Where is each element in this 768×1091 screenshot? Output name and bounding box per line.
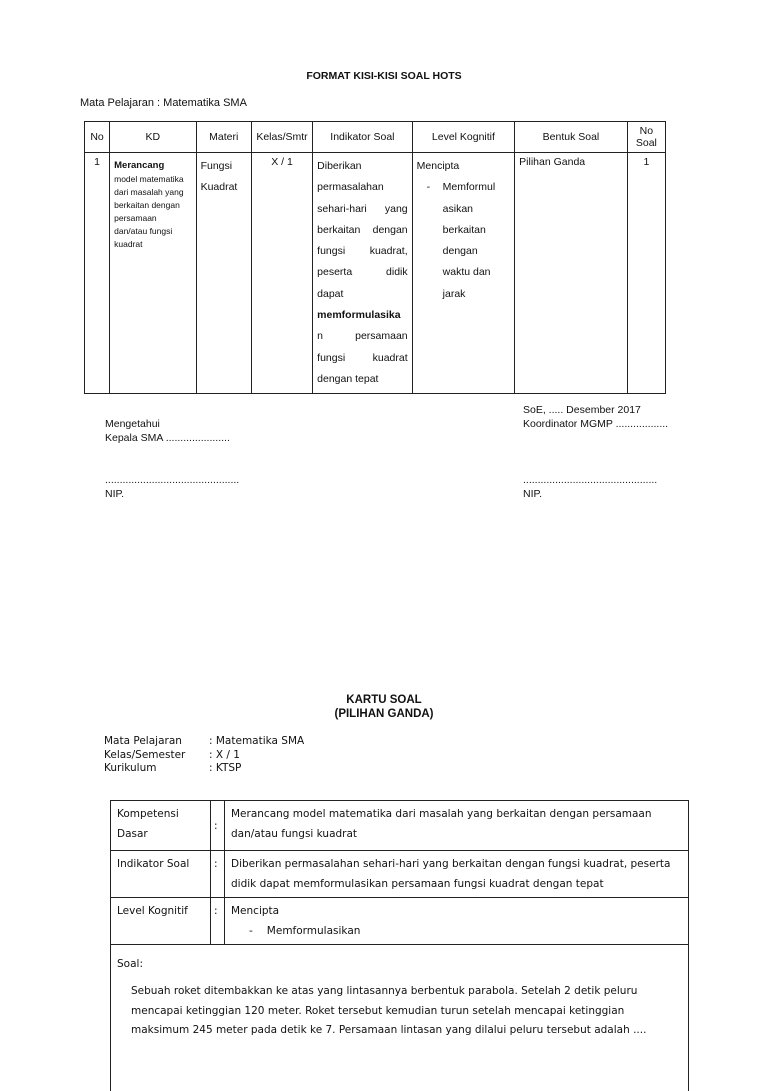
cell-indikator xyxy=(313,153,413,394)
indikator-line: fungsi kuadrat xyxy=(317,348,408,369)
level-sub-line: asikan xyxy=(417,199,511,220)
soal-cell xyxy=(111,945,689,1091)
info-value: : X / 1 xyxy=(209,749,240,761)
header-no: No xyxy=(85,122,110,153)
level-value-sub xyxy=(231,921,682,941)
header-level: Level Kognitif xyxy=(412,122,515,153)
indikator-line: berkaitan dengan xyxy=(317,220,408,241)
signature-left-bottom xyxy=(105,474,239,501)
kompetensi-label-2: Dasar xyxy=(117,824,204,844)
cell-no-soal: 1 xyxy=(627,153,665,394)
indikator-value: Diberikan permasalahan sehari-hari yang berkaitan dengan fungsi kuadrat, peserta didik dapat memformulasikan persamaan fungsi kuadrat dengan tepat xyxy=(225,851,689,898)
signature-right-bottom xyxy=(523,474,657,501)
signature-left-dots: .............................................. xyxy=(105,474,239,488)
level-label: Level Kognitif xyxy=(111,898,211,945)
mata-pelajaran-line: Mata Pelajaran : Matematika SMA xyxy=(80,97,247,109)
signature-left-kepala: Kepala SMA ...................... xyxy=(105,432,230,446)
materi-line-1: Fungsi xyxy=(201,156,247,177)
card-row-kompetensi xyxy=(111,801,689,851)
kartu-title xyxy=(0,693,768,721)
level-dash: - xyxy=(427,177,431,198)
cell-no: 1 xyxy=(85,153,110,394)
header-kelas: Kelas/Smtr xyxy=(251,122,312,153)
indikator-colon: : xyxy=(211,851,225,898)
level-sub-line: berkaitan xyxy=(417,220,511,241)
signature-right-date: SoE, ..... Desember 2017 xyxy=(523,404,668,418)
level-value-dash: - xyxy=(249,925,253,937)
indikator-line: Diberikan xyxy=(317,156,408,177)
cell-level xyxy=(412,153,515,394)
header-no-soal: No Soal xyxy=(627,122,665,153)
signature-right-nip: NIP. xyxy=(523,488,657,502)
cell-bentuk: Pilihan Ganda xyxy=(515,153,628,394)
kompetensi-label-1: Kompetensi xyxy=(117,804,204,824)
cell-kelas: X / 1 xyxy=(251,153,312,394)
header-materi: Materi xyxy=(196,122,251,153)
header-indikator: Indikator Soal xyxy=(313,122,413,153)
info-row xyxy=(104,735,304,749)
format-title: FORMAT KISI-KISI SOAL HOTS xyxy=(0,70,768,82)
signature-left-mengetahui: Mengetahui xyxy=(105,418,230,432)
card-row-soal xyxy=(111,945,689,1091)
table-header-row xyxy=(85,122,666,153)
signature-right-dots: .............................................. xyxy=(523,474,657,488)
signature-right xyxy=(523,404,668,431)
info-value: : KTSP xyxy=(209,762,241,774)
kartu-title-line-1: KARTU SOAL xyxy=(0,693,768,707)
indikator-line: dapat xyxy=(317,284,408,305)
level-sub-text: Memformul xyxy=(443,181,496,193)
info-row xyxy=(104,749,304,763)
indikator-line: dengan tepat xyxy=(317,369,408,390)
cell-kd xyxy=(110,153,196,394)
soal-text: Sebuah roket ditembakkan ke atas yang lintasannya berbentuk parabola. Setelah 2 detik peluru mencapai ketinggian 120 meter. Roket tersebut kemudian turun setelah mencapai ketinggian maksimum 245 meter pada detik ke 7. Persamaan lintasan yang dilalui peluru tersebut adalah .... xyxy=(117,982,682,1041)
card-row-level xyxy=(111,898,689,945)
level-sub-line: waktu dan xyxy=(417,262,511,283)
indikator-line: sehari-hari yang xyxy=(317,199,408,220)
cell-materi xyxy=(196,153,251,394)
indikator-label: Indikator Soal xyxy=(111,851,211,898)
level-main: Mencipta xyxy=(417,156,511,177)
level-value xyxy=(225,898,689,945)
level-value-main: Mencipta xyxy=(231,901,682,921)
info-label: Mata Pelajaran xyxy=(104,735,209,749)
level-value-sub-text: Memformulasikan xyxy=(267,925,361,937)
kd-body: model matematika dari masalah yang berkaitan dengan persamaan dan/atau fungsi kuadrat xyxy=(114,173,191,251)
indikator-line: n persamaan xyxy=(317,326,408,347)
kartu-title-line-2: (PILIHAN GANDA) xyxy=(0,707,768,721)
indikator-line: permasalahan xyxy=(317,177,408,198)
level-sub-line xyxy=(417,177,511,198)
header-kd: KD xyxy=(110,122,196,153)
soal-label: Soal: xyxy=(117,954,682,974)
kartu-soal-table xyxy=(110,800,689,1091)
kompetensi-colon: : xyxy=(211,801,225,851)
kisi-kisi-table xyxy=(84,121,666,394)
signature-left xyxy=(105,418,230,445)
materi-line-2: Kuadrat xyxy=(201,177,247,198)
kompetensi-value: Merancang model matematika dari masalah yang berkaitan dengan persamaan dan/atau fungsi kuadrat xyxy=(225,801,689,851)
header-bentuk: Bentuk Soal xyxy=(515,122,628,153)
kd-head: Merancang xyxy=(114,160,191,171)
indikator-line: memformulasika xyxy=(317,305,408,326)
level-sub-line: jarak xyxy=(417,284,511,305)
indikator-line: peserta didik xyxy=(317,262,408,283)
signature-left-nip: NIP. xyxy=(105,488,239,502)
info-value: : Matematika SMA xyxy=(209,735,304,747)
info-label: Kurikulum xyxy=(104,762,209,776)
info-label: Kelas/Semester xyxy=(104,749,209,763)
kartu-info xyxy=(104,735,304,776)
signature-right-koordinator: Koordinator MGMP .................. xyxy=(523,418,668,432)
level-sub-line: dengan xyxy=(417,241,511,262)
table-row xyxy=(85,153,666,394)
level-colon: : xyxy=(211,898,225,945)
indikator-line: fungsi kuadrat, xyxy=(317,241,408,262)
card-row-indikator xyxy=(111,851,689,898)
info-row xyxy=(104,762,304,776)
kompetensi-label xyxy=(111,801,211,851)
